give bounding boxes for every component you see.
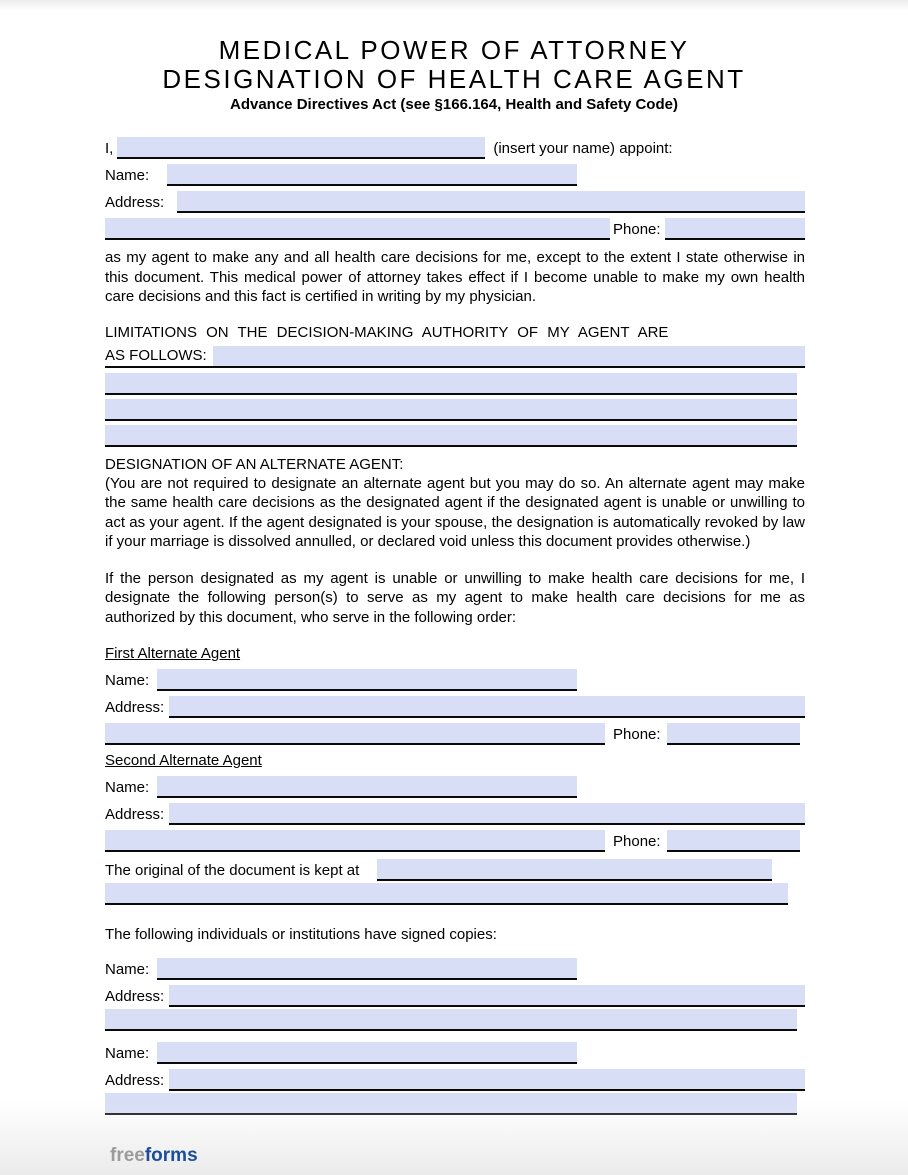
agent-name-label: Name: [105, 167, 150, 184]
limitations-heading-line1: LIMITATIONS ON THE DECISION-MAKING AUTHORITY OF MY AGENT ARE [105, 323, 669, 341]
agent-phone-label: Phone: [613, 221, 661, 238]
document-title-line2: DESIGNATION OF HEALTH CARE AGENT [162, 64, 746, 94]
second-alternate-address2-field[interactable] [105, 830, 605, 852]
signed-copy-2-name-label: Name: [105, 1044, 150, 1062]
limitations-field-4[interactable] [105, 425, 797, 447]
signed-copy-1-name-label: Name: [105, 960, 150, 978]
signed-copy-2-name-row [105, 1037, 805, 1064]
first-alternate-address-row [105, 691, 805, 718]
signed-copy-2-address-field[interactable] [169, 1069, 805, 1091]
second-alternate-heading: Second Alternate Agent [105, 752, 262, 769]
signed-copy-1-address-label: Address: [105, 987, 165, 1005]
freeforms-logo [110, 1146, 198, 1166]
first-alternate-name-field[interactable] [157, 669, 577, 691]
agent-phone-field[interactable] [665, 218, 805, 240]
kept-at-row [105, 854, 805, 881]
second-alternate-address-field[interactable] [169, 803, 805, 825]
second-alternate-address-label: Address: [105, 806, 165, 823]
signed-copy-2-address-row [105, 1064, 805, 1091]
signed-copy-2-address-label: Address: [105, 1071, 165, 1089]
signed-copy-1-name-field[interactable] [157, 958, 577, 980]
signed-copy-1-name-row [105, 953, 805, 980]
signed-copies-heading: The following individuals or institutions have signed copies: [105, 926, 497, 943]
limitations-field-3[interactable] [105, 399, 797, 421]
second-alternate-phone-label: Phone: [613, 833, 661, 850]
page-top-shadow [0, 0, 908, 10]
agent-address2-field[interactable] [105, 218, 610, 240]
document-title-line1: MEDICAL POWER OF ATTORNEY [218, 35, 690, 65]
page-footer [0, 1100, 908, 1175]
limitations-row [105, 342, 805, 368]
second-alternate-name-label: Name: [105, 779, 150, 796]
limitations-field-2[interactable] [105, 373, 797, 395]
principal-name-row [105, 132, 805, 159]
signed-copy-1-address-field[interactable] [169, 985, 805, 1007]
second-alternate-phone-row [105, 825, 805, 852]
agent-address-row [105, 186, 805, 213]
form-body [0, 114, 908, 1115]
limitations-field-1[interactable] [213, 346, 805, 366]
first-alternate-phone-label: Phone: [613, 726, 661, 743]
kept-at-field[interactable] [377, 859, 772, 881]
principal-prefix-label: I, [105, 140, 114, 157]
first-alternate-name-row [105, 664, 805, 691]
kept-at-field-2[interactable] [105, 883, 788, 905]
logo-text-forms: forms [144, 1145, 198, 1166]
signed-copy-1-address2-field[interactable] [105, 1009, 797, 1031]
agent-name-row [105, 159, 805, 186]
agent-phone-row [105, 213, 805, 240]
principal-suffix-label: (insert your name) appoint: [493, 140, 673, 157]
first-alternate-phone-row [105, 718, 805, 745]
kept-at-label: The original of the document is kept at [105, 862, 360, 879]
second-alternate-address-row [105, 798, 805, 825]
document-subtitle: Advance Directives Act (see §166.164, Health and Safety Code) [230, 96, 678, 113]
limitations-heading-line2: AS FOLLOWS: [105, 346, 207, 364]
alternate-intro-paragraph: (You are not required to designate an alternate agent but you may do so. An alternate agent may make the same health care decisions as the designated agent if the designated agent is unable or unwilling to act as your agent. If the agent designated is your spouse, the designation is automatically revoked by law if your marriage is dissolved annulled, or declared void unless this document provides otherwise.) [105, 474, 805, 550]
first-alternate-address-label: Address: [105, 699, 165, 716]
designate-order-paragraph: If the person designated as my agent is unable or unwilling to make health care decisions for me, I designate the following person(s) to serve as my agent to make health care decisions for me as authorized by this document, who serve in the following order: [105, 569, 805, 626]
agent-address-field[interactable] [177, 191, 805, 213]
document-header [0, 0, 908, 114]
agent-address-label: Address: [105, 194, 165, 211]
second-alternate-name-row [105, 771, 805, 798]
first-alternate-address-field[interactable] [169, 696, 805, 718]
first-alternate-name-label: Name: [105, 672, 150, 689]
first-alternate-heading: First Alternate Agent [105, 645, 241, 662]
agent-name-field[interactable] [167, 164, 577, 186]
first-alternate-address2-field[interactable] [105, 723, 605, 745]
signed-copy-1-address-row [105, 980, 805, 1007]
signed-copy-2-name-field[interactable] [157, 1042, 577, 1064]
agent-powers-paragraph: as my agent to make any and all health care decisions for me, except to the extent I state otherwise in this document. This medical power of attorney takes effect if I become unable to make my own health care decisions and this fact is certified in writing by my physician. [105, 249, 805, 305]
logo-text-free: free [110, 1145, 145, 1166]
principal-name-field[interactable] [117, 137, 485, 159]
first-alternate-phone-field[interactable] [667, 723, 800, 745]
second-alternate-phone-field[interactable] [667, 830, 800, 852]
second-alternate-name-field[interactable] [157, 776, 577, 798]
alternate-agent-heading: DESIGNATION OF AN ALTERNATE AGENT: [105, 455, 404, 473]
